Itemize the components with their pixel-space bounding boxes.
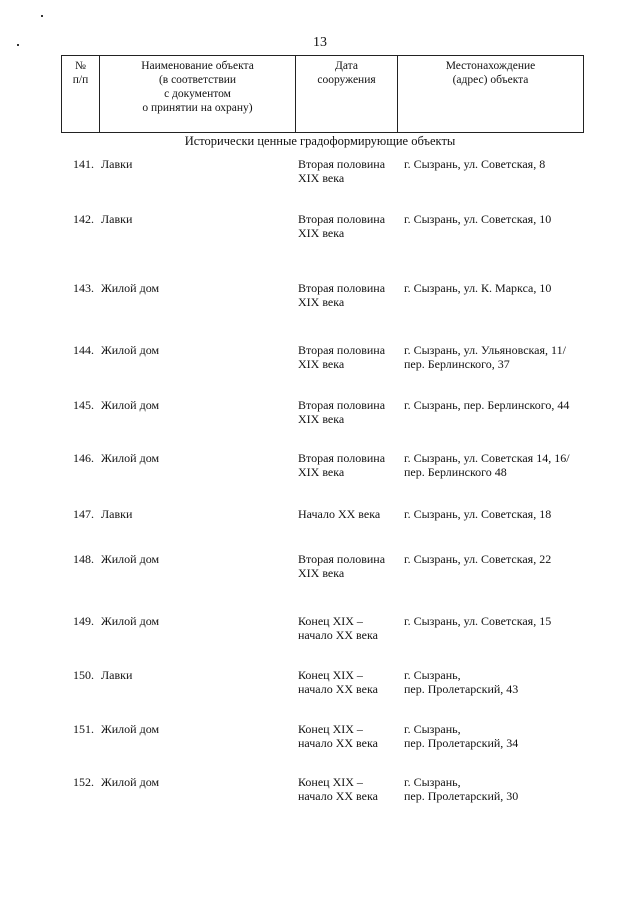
row-number: 152. bbox=[73, 775, 94, 789]
row-number: 148. bbox=[73, 552, 94, 566]
object-name: Лавки bbox=[101, 668, 133, 682]
object-address bbox=[404, 212, 604, 226]
header-name bbox=[99, 56, 295, 132]
object-address bbox=[404, 722, 604, 750]
header-line: Дата bbox=[335, 60, 358, 72]
address-line: г. Сызрань, ул. К. Маркса, 10 bbox=[404, 281, 552, 295]
header-line: с документом bbox=[164, 88, 231, 100]
date-line: XIX века bbox=[298, 357, 345, 371]
date-line: XIX века bbox=[298, 171, 345, 185]
date-line: Начало XX века bbox=[298, 507, 381, 521]
address-line: г. Сызрань, пер. Берлинского, 44 bbox=[404, 398, 570, 412]
object-address bbox=[404, 343, 604, 371]
construction-date bbox=[298, 343, 398, 371]
address-line: г. Сызрань, bbox=[404, 668, 461, 682]
table-header bbox=[61, 55, 584, 133]
construction-date bbox=[298, 281, 398, 309]
row-number: 146. bbox=[73, 451, 94, 465]
object-name: Лавки bbox=[101, 157, 133, 171]
date-line: Конец XIX – bbox=[298, 668, 363, 682]
address-line: г. Сызрань, ул. Ульяновская, 11/ bbox=[404, 343, 566, 357]
scan-speck bbox=[41, 15, 43, 17]
header-line: № bbox=[75, 60, 86, 72]
object-address bbox=[404, 668, 604, 696]
construction-date bbox=[298, 552, 398, 580]
row-number: 149. bbox=[73, 614, 94, 628]
row-number: 151. bbox=[73, 722, 94, 736]
row-number: 144. bbox=[73, 343, 94, 357]
construction-date bbox=[298, 775, 398, 803]
header-line: Местонахождение bbox=[445, 60, 536, 72]
construction-date bbox=[298, 507, 398, 521]
date-line: начало XX века bbox=[298, 628, 378, 642]
construction-date bbox=[298, 157, 398, 185]
object-name: Жилой дом bbox=[101, 552, 160, 566]
object-address bbox=[404, 398, 604, 412]
address-line: г. Сызрань, bbox=[404, 722, 461, 736]
date-line: Вторая половина bbox=[298, 212, 386, 226]
date-line: Вторая половина bbox=[298, 157, 386, 171]
date-line: XIX века bbox=[298, 412, 345, 426]
row-number: 142. bbox=[73, 212, 94, 226]
header-line: сооружения bbox=[317, 74, 376, 86]
date-line: Конец XIX – bbox=[298, 722, 363, 736]
section-title: Исторически ценные градоформирующие объекты bbox=[184, 134, 456, 148]
object-address bbox=[404, 507, 604, 521]
address-line: г. Сызрань, ул. Советская 14, 16/ bbox=[404, 451, 570, 465]
object-name: Жилой дом bbox=[101, 775, 160, 789]
address-line: г. Сызрань, ул. Советская, 18 bbox=[404, 507, 552, 521]
object-name: Жилой дом bbox=[101, 281, 160, 295]
date-line: Конец XIX – bbox=[298, 614, 363, 628]
row-number: 143. bbox=[73, 281, 94, 295]
header-line: (адрес) объекта bbox=[452, 74, 529, 86]
object-name: Лавки bbox=[101, 212, 133, 226]
object-name: Жилой дом bbox=[101, 722, 160, 736]
object-address bbox=[404, 451, 604, 479]
row-number: 145. bbox=[73, 398, 94, 412]
object-address bbox=[404, 281, 604, 295]
row-number: 150. bbox=[73, 668, 94, 682]
date-line: Вторая половина bbox=[298, 281, 386, 295]
address-line: г. Сызрань, ул. Советская, 15 bbox=[404, 614, 552, 628]
object-name: Лавки bbox=[101, 507, 133, 521]
construction-date bbox=[298, 212, 398, 240]
construction-date bbox=[298, 451, 398, 479]
date-line: XIX века bbox=[298, 226, 345, 240]
date-line: XIX века bbox=[298, 566, 345, 580]
header-line: п/п bbox=[72, 74, 89, 86]
construction-date bbox=[298, 668, 398, 696]
address-line: пер. Берлинского, 37 bbox=[404, 357, 510, 371]
date-line: начало XX века bbox=[298, 682, 378, 696]
header-number bbox=[62, 56, 99, 132]
construction-date bbox=[298, 398, 398, 426]
object-name: Жилой дом bbox=[101, 451, 160, 465]
date-line: XIX века bbox=[298, 465, 345, 479]
header-line: Наименование объекта bbox=[141, 60, 254, 72]
header-date bbox=[295, 56, 397, 132]
date-line: Конец XIX – bbox=[298, 775, 363, 789]
date-line: Вторая половина bbox=[298, 398, 386, 412]
address-line: пер. Берлинского 48 bbox=[404, 465, 507, 479]
page-number: 13 bbox=[313, 35, 327, 50]
address-line: г. Сызрань, ул. Советская, 8 bbox=[404, 157, 546, 171]
date-line: Вторая половина bbox=[298, 343, 386, 357]
header-line: о принятии на охрану) bbox=[142, 102, 253, 114]
address-line: г. Сызрань, bbox=[404, 775, 461, 789]
header-address bbox=[397, 56, 583, 132]
address-line: г. Сызрань, ул. Советская, 22 bbox=[404, 552, 552, 566]
construction-date bbox=[298, 614, 398, 642]
object-address bbox=[404, 552, 604, 566]
object-address bbox=[404, 775, 604, 803]
address-line: пер. Пролетарский, 43 bbox=[404, 682, 519, 696]
row-number: 147. bbox=[73, 507, 94, 521]
date-line: Вторая половина bbox=[298, 451, 386, 465]
object-name: Жилой дом bbox=[101, 398, 160, 412]
object-name: Жилой дом bbox=[101, 614, 160, 628]
date-line: начало XX века bbox=[298, 789, 378, 803]
date-line: XIX века bbox=[298, 295, 345, 309]
header-line: (в соответствии bbox=[158, 74, 237, 86]
address-line: г. Сызрань, ул. Советская, 10 bbox=[404, 212, 552, 226]
address-line: пер. Пролетарский, 30 bbox=[404, 789, 519, 803]
object-address bbox=[404, 157, 604, 171]
row-number: 141. bbox=[73, 157, 94, 171]
date-line: начало XX века bbox=[298, 736, 378, 750]
address-line: пер. Пролетарский, 34 bbox=[404, 736, 519, 750]
construction-date bbox=[298, 722, 398, 750]
object-address bbox=[404, 614, 604, 628]
object-name: Жилой дом bbox=[101, 343, 160, 357]
date-line: Вторая половина bbox=[298, 552, 386, 566]
